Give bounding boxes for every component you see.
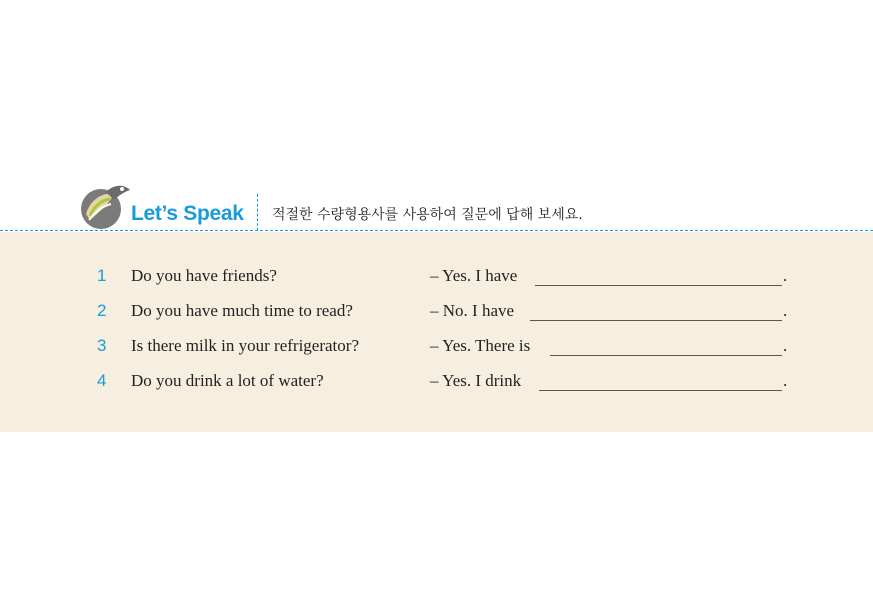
answer-period: . bbox=[783, 301, 788, 320]
question-text: Do you have friends? bbox=[131, 266, 277, 285]
answer-blank[interactable] bbox=[530, 320, 782, 321]
exercise-number: 4 bbox=[97, 371, 107, 390]
exercise-row-1 bbox=[0, 263, 873, 293]
question-text: Do you drink a lot of water? bbox=[131, 371, 324, 390]
instruction-text: 적절한 수량형용사를 사용하여 질문에 답해 보세요. bbox=[272, 207, 583, 223]
answer-period: . bbox=[783, 336, 788, 355]
exercise-row-4 bbox=[0, 368, 873, 398]
answer-blank[interactable] bbox=[535, 285, 782, 286]
exercise-number: 2 bbox=[97, 301, 107, 320]
title-divider bbox=[257, 194, 258, 231]
exercise-row-3 bbox=[0, 333, 873, 363]
exercise-row-2 bbox=[0, 298, 873, 328]
answer-prefix: – Yes. There is bbox=[430, 336, 531, 355]
answer-blank[interactable] bbox=[539, 390, 782, 391]
answer-period: . bbox=[783, 266, 788, 285]
exercise-number: 3 bbox=[97, 336, 107, 355]
section-header bbox=[0, 176, 873, 232]
exercise-panel bbox=[0, 232, 873, 432]
answer-period: . bbox=[783, 371, 788, 390]
question-text: Is there milk in your refrigerator? bbox=[131, 336, 359, 355]
question-text: Do you have much time to read? bbox=[131, 301, 353, 320]
fountain-pen-nib-icon bbox=[76, 180, 132, 230]
header-divider bbox=[0, 230, 873, 231]
answer-prefix: – Yes. I drink bbox=[430, 371, 522, 390]
exercise-number: 1 bbox=[97, 266, 107, 285]
section-title: Let’s Speak bbox=[131, 202, 244, 225]
answer-blank[interactable] bbox=[550, 355, 782, 356]
answer-prefix: – Yes. I have bbox=[430, 266, 518, 285]
answer-prefix: – No. I have bbox=[430, 301, 515, 320]
